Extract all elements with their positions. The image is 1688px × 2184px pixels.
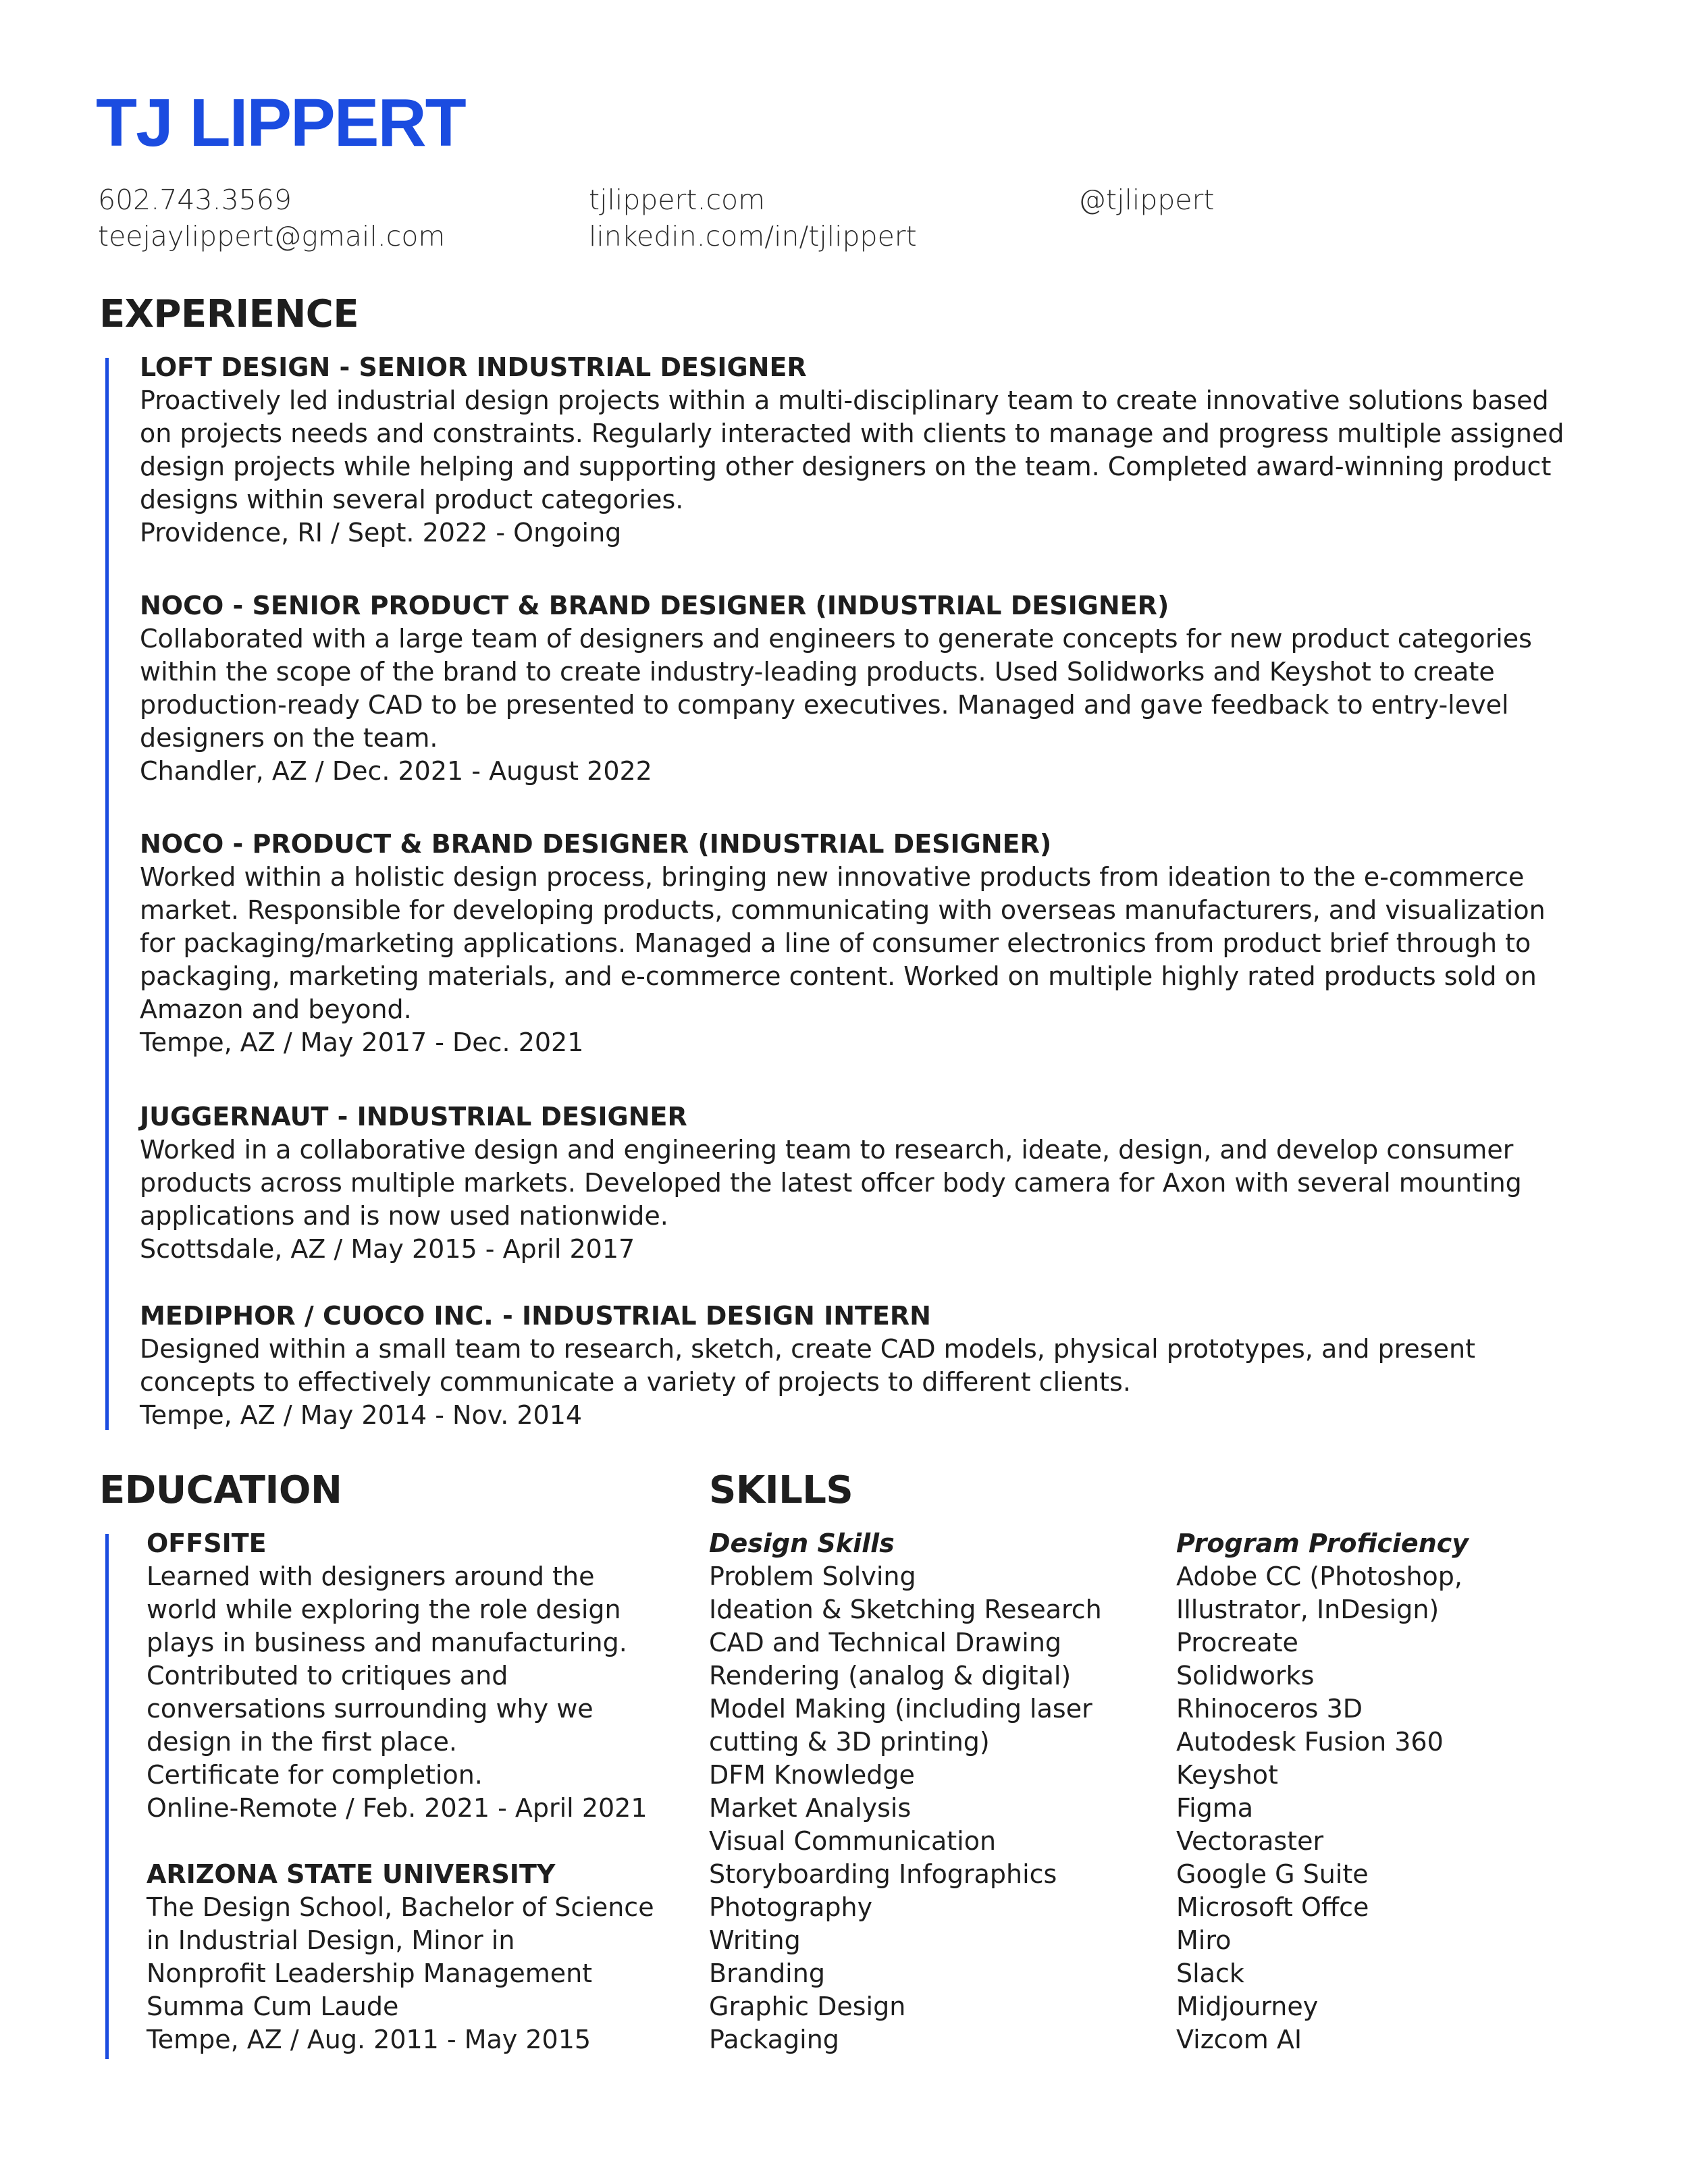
list-item: Rhinoceros 3D: [1176, 1694, 1363, 1724]
list-item: Market Analysis: [709, 1793, 912, 1823]
list-item: Storyboarding Infographics: [709, 1859, 1057, 1889]
list-item: Autodesk Fusion 360: [1176, 1727, 1444, 1757]
experience-entry: [140, 828, 1571, 1059]
education-entry: [147, 1858, 654, 2056]
list-item: Vizcom AI: [1176, 2025, 1302, 2054]
phone-number: 602.743.3569: [98, 184, 292, 216]
entry-description: Worked in a collaborative design and engineering team to research, ideate, design, and develop consumer products across multiple markets. Developed the latest offcer body camera for Axon with several mounting applications and is now used nationwide.: [140, 1135, 1522, 1231]
entry-location-date: Chandler, AZ / Dec. 2021 - August 2022: [140, 756, 652, 786]
entry-title: NOCO - PRODUCT & BRAND DESIGNER (INDUSTRIAL DESIGNER): [140, 829, 1052, 859]
entry-location-date: Tempe, AZ / May 2017 - Dec. 2021: [140, 1028, 584, 1057]
linkedin-link: linkedin.com/in/tjlippert: [589, 220, 917, 252]
entry-line: Online-Remote / Feb. 2021 - April 2021: [147, 1793, 648, 1823]
experience-entry: [140, 589, 1571, 788]
email-address: teejaylippert@gmail.com: [98, 220, 446, 252]
list-item: Visual Communication: [709, 1826, 997, 1856]
list-item: Ideation & Sketching Research: [709, 1595, 1102, 1624]
skills-heading: SKILLS: [709, 1468, 853, 1512]
list-item: Packaging: [709, 2025, 839, 2054]
list-item: Solidworks: [1176, 1661, 1315, 1690]
list-item: Problem Solving: [709, 1562, 916, 1591]
resume-name: TJ LIPPERT: [96, 85, 465, 161]
entry-line: in Industrial Design, Minor in: [147, 1925, 515, 1955]
list-item: Figma: [1176, 1793, 1254, 1823]
list-item: CAD and Technical Drawing: [709, 1628, 1062, 1657]
entry-line: Contributed to critiques and: [147, 1661, 508, 1690]
contact-column-3: [1078, 183, 1214, 219]
contact-column-2: [589, 183, 917, 256]
entry-description: Designed within a small team to research, sketch, create CAD models, physical prototypes, and present concepts to effectively communicate a variety of projects to different clients.: [140, 1334, 1475, 1397]
entry-line: world while exploring the role design: [147, 1595, 621, 1624]
entry-line: design in the first place.: [147, 1727, 457, 1757]
list-item: Writing: [709, 1925, 801, 1955]
design-skills-heading: Design Skills: [709, 1528, 895, 1558]
list-item: Miro: [1176, 1925, 1232, 1955]
entry-line: conversations surrounding why we: [147, 1694, 594, 1724]
entry-line: Certificate for completion.: [147, 1760, 483, 1790]
education-accent-bar: [105, 1534, 109, 2059]
list-item: Midjourney: [1176, 1992, 1319, 2021]
entry-location-date: Providence, RI / Sept. 2022 - Ongoing: [140, 518, 622, 548]
entry-line: The Design School, Bachelor of Science: [147, 1892, 654, 1922]
entry-location-date: Tempe, AZ / May 2014 - Nov. 2014: [140, 1400, 583, 1430]
entry-line: Summa Cum Laude: [147, 1992, 399, 2021]
list-item: Keyshot: [1176, 1760, 1278, 1790]
contact-column-1: [98, 183, 445, 256]
list-item: Model Making (including laser: [709, 1694, 1092, 1724]
entry-description: Collaborated with a large team of designers and engineers to generate concepts for new product categories within the scope of the brand to create industry-leading products. Used Solidworks and Keyshot to create production-ready CAD to be presented to company executives. Managed and gave feedback to entry-level designers on the team.: [140, 624, 1532, 753]
entry-title: MEDIPHOR / CUOCO INC. - INDUSTRIAL DESIGN INTERN: [140, 1301, 931, 1331]
entry-location-date: Scottsdale, AZ / May 2015 - April 2017: [140, 1234, 635, 1264]
list-item: Photography: [709, 1892, 873, 1922]
entry-title: OFFSITE: [147, 1528, 267, 1558]
program-proficiency-heading: Program Proficiency: [1176, 1528, 1469, 1558]
entry-title: JUGGERNAUT - INDUSTRIAL DESIGNER: [140, 1102, 687, 1131]
design-skills-list: [709, 1527, 1102, 2056]
list-item: Branding: [709, 1959, 825, 1988]
entry-title: LOFT DESIGN - SENIOR INDUSTRIAL DESIGNER: [140, 352, 807, 382]
list-item: Procreate: [1176, 1628, 1298, 1657]
experience-accent-bar: [105, 358, 109, 1430]
social-handle: @tjlippert: [1078, 184, 1215, 216]
list-item: Illustrator, InDesign): [1176, 1595, 1440, 1624]
entry-line: Nonprofit Leadership Management: [147, 1959, 593, 1988]
entry-line: plays in business and manufacturing.: [147, 1628, 627, 1657]
experience-heading: EXPERIENCE: [99, 292, 359, 336]
list-item: Adobe CC (Photoshop,: [1176, 1562, 1462, 1591]
website-link: tjlippert.com: [589, 184, 766, 216]
list-item: Microsoft Offce: [1176, 1892, 1369, 1922]
list-item: Rendering (analog & digital): [709, 1661, 1072, 1690]
list-item: Slack: [1176, 1959, 1244, 1988]
entry-line: Tempe, AZ / Aug. 2011 - May 2015: [147, 2025, 591, 2054]
experience-entry: [140, 351, 1571, 550]
entry-description: Worked within a holistic design process, bringing new innovative products from ideation to the e-commerce market. Responsible for developing products, communicating with overseas manufacturers, and visualization for packaging/marketing applications. Managed a line of consumer electronics from product brief through to packaging, marketing materials, and e-commerce content. Worked on multiple highly rated products sold on Amazon and beyond.: [140, 862, 1546, 1024]
entry-description: Proactively led industrial design projects within a multi-disciplinary team to create innovative solutions based on projects needs and constraints. Regularly interacted with clients to manage and progress multiple assigned design projects while helping and supporting other designers on the team. Completed award-winning product designs within several product categories.: [140, 385, 1564, 514]
list-item: Graphic Design: [709, 1992, 906, 2021]
entry-line: Learned with designers around the: [147, 1562, 595, 1591]
list-item: Vectoraster: [1176, 1826, 1324, 1856]
list-item: DFM Knowledge: [709, 1760, 915, 1790]
list-item: cutting & 3D printing): [709, 1727, 990, 1757]
program-proficiency-list: [1176, 1527, 1469, 2056]
experience-entry: [140, 1100, 1571, 1266]
list-item: Google G Suite: [1176, 1859, 1369, 1889]
entry-title: NOCO - SENIOR PRODUCT & BRAND DESIGNER (INDUSTRIAL DESIGNER): [140, 591, 1169, 620]
education-entry: [147, 1527, 648, 1825]
entry-title: ARIZONA STATE UNIVERSITY: [147, 1859, 556, 1889]
education-heading: EDUCATION: [99, 1468, 342, 1512]
experience-entry: [140, 1300, 1571, 1432]
